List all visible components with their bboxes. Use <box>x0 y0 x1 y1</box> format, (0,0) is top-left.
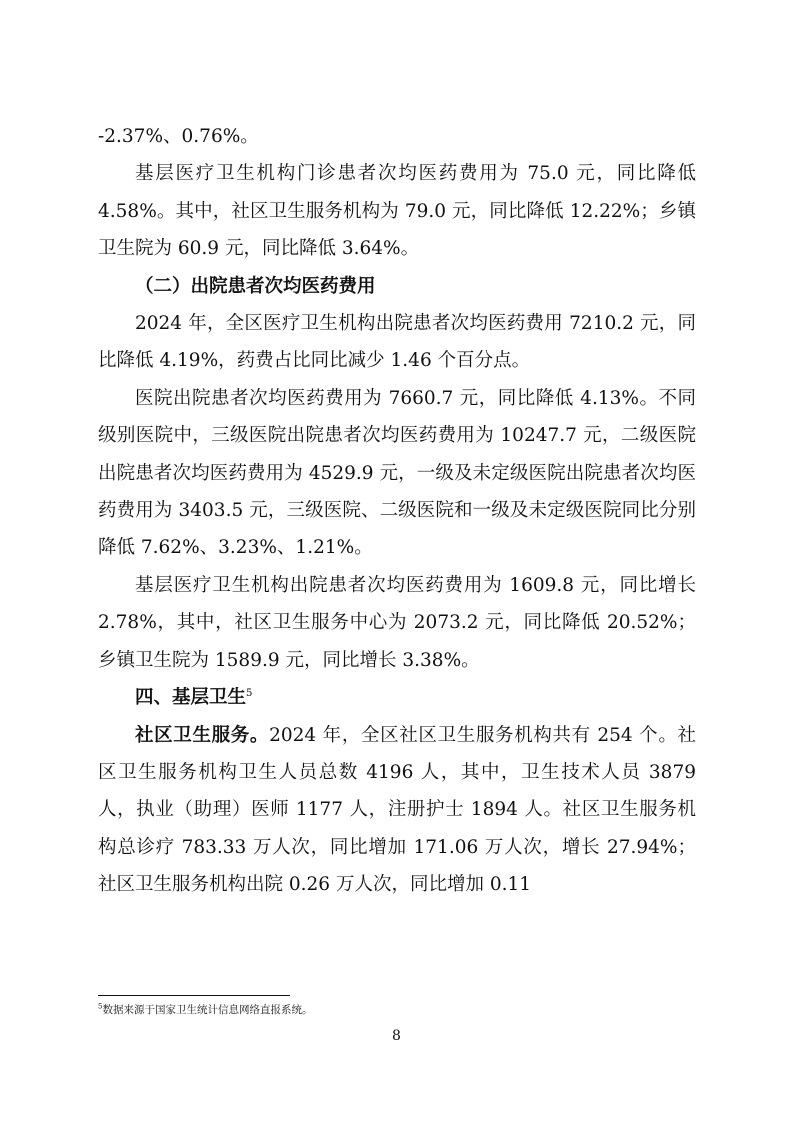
footnote-mark: 5 <box>98 1002 103 1011</box>
paragraph-community-health <box>98 717 696 904</box>
paragraph-inpatient-primary: 基层医疗卫生机构出院患者次均医药费用为 1609.8 元，同比增长 2.78%，其中，社区卫生服务中心为 2073.2 元，同比降低 20.52%；乡镇卫生院为 1589.9 元，同比增长 3.38%。 <box>98 574 696 671</box>
footnote-divider <box>98 995 290 996</box>
paragraph-community-health-text: 2024 年，全区社区卫生服务机构共有 254 个。社区卫生服务机构卫生人员总数 4196 人，其中，卫生技术人员 3879 人，执业（助理）医师 1177 人，注册护士 1894 人。社区卫生服务机构总诊疗 783.33 万人次，同比增加 171.06 万人次，增长 27.94%；社区卫生服务机构出院 0.26 万人次，同比增加 0.11 <box>98 724 696 896</box>
footnote-reference[interactable]: 5 <box>246 687 253 699</box>
paragraph-lead-in: 社区卫生服务。 <box>135 724 270 746</box>
body-text <box>98 118 696 904</box>
paragraph-outpatient-primary: 基层医疗卫生机构门诊患者次均医药费用为 75.0 元，同比降低 4.58%。其中，社区卫生服务机构为 79.0 元，同比降低 12.22%；乡镇卫生院为 60.9 元，同比降低 3.64%。 <box>98 163 696 260</box>
page-number: 8 <box>392 1028 401 1044</box>
footnote <box>98 1003 696 1017</box>
paragraph-inpatient-hospital: 医院出院患者次均医药费用为 7660.7 元，同比降低 4.13%。不同级别医院中，三级医院出院患者次均医药费用为 10247.7 元，二级医院出院患者次均医药费用为 4529.9 元，一级及未定级医院出院患者次均医药费用为 3403.5 元，三级医院、二级医院和一级及未定级医院同比分别降低 7.62%、3.23%、1.21%。 <box>98 387 696 559</box>
section-heading-primary-health <box>98 679 696 716</box>
section-heading-text: 四、基层卫生 <box>135 687 247 709</box>
section-heading-inpatient-cost: （二）出院患者次均医药费用 <box>135 275 376 297</box>
paragraph-inpatient-overall: 2024 年，全区医疗卫生机构出院患者次均医药费用 7210.2 元，同比降低 4.19%，药费占比同比减少 1.46 个百分点。 <box>98 313 696 372</box>
footnote-text: 数据来源于国家卫生统计信息网络直报系统。 <box>102 1004 313 1016</box>
paragraph-continuation: -2.37%、0.76%。 <box>98 126 259 147</box>
